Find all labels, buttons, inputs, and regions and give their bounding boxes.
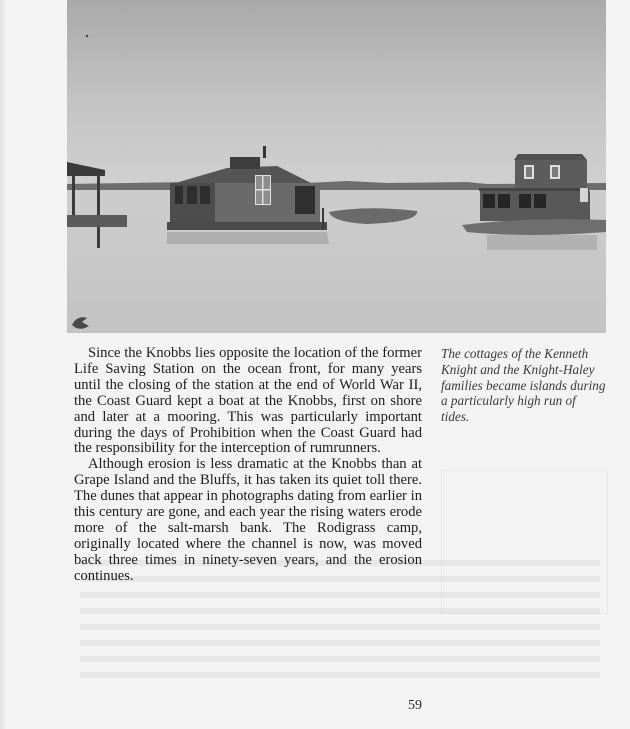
page-number: 59 bbox=[408, 698, 422, 713]
show-through-figure bbox=[441, 470, 608, 614]
caption-line: families became islands during bbox=[441, 377, 606, 393]
reflection-right bbox=[487, 235, 597, 250]
photo-caption bbox=[441, 346, 611, 425]
reflection-left bbox=[167, 232, 329, 244]
photograph bbox=[67, 0, 606, 333]
paragraph-2: Although erosion is less dramatic at the Knobbs than at Grape Island and the Bluffs, it has taken its quiet toll there. The dunes that appear in photographs dating from earlier in this century are gone, and each year the rising waters erode more of the salt-marsh bank. The Rodigrass camp, originally located where the channel is now, was moved back three times in ninety-seven years, and the erosion continues. bbox=[74, 456, 422, 584]
caption-line: tides. bbox=[441, 409, 470, 425]
caption-line: The cottages of the Kenneth bbox=[441, 346, 589, 361]
page-edge bbox=[0, 0, 6, 729]
caption-line: a particularly high run of bbox=[441, 393, 576, 409]
dust-speck bbox=[86, 35, 88, 37]
paragraph-1: Since the Knobbs lies opposite the location of the former Life Saving Station on the ocean front, for many years until the closing of the station at the end of World War II, the Coast Guard kept a boat at the Knobbs, first on shore and later at a mooring. This was particularly important during the days of Prohibition when the Coast Guard had the responsibility for the interception of rumrunners. bbox=[74, 345, 422, 457]
photo-scene bbox=[67, 0, 606, 333]
body-text bbox=[74, 346, 422, 585]
caption-line: Knight and the Knight-Haley bbox=[441, 361, 595, 377]
